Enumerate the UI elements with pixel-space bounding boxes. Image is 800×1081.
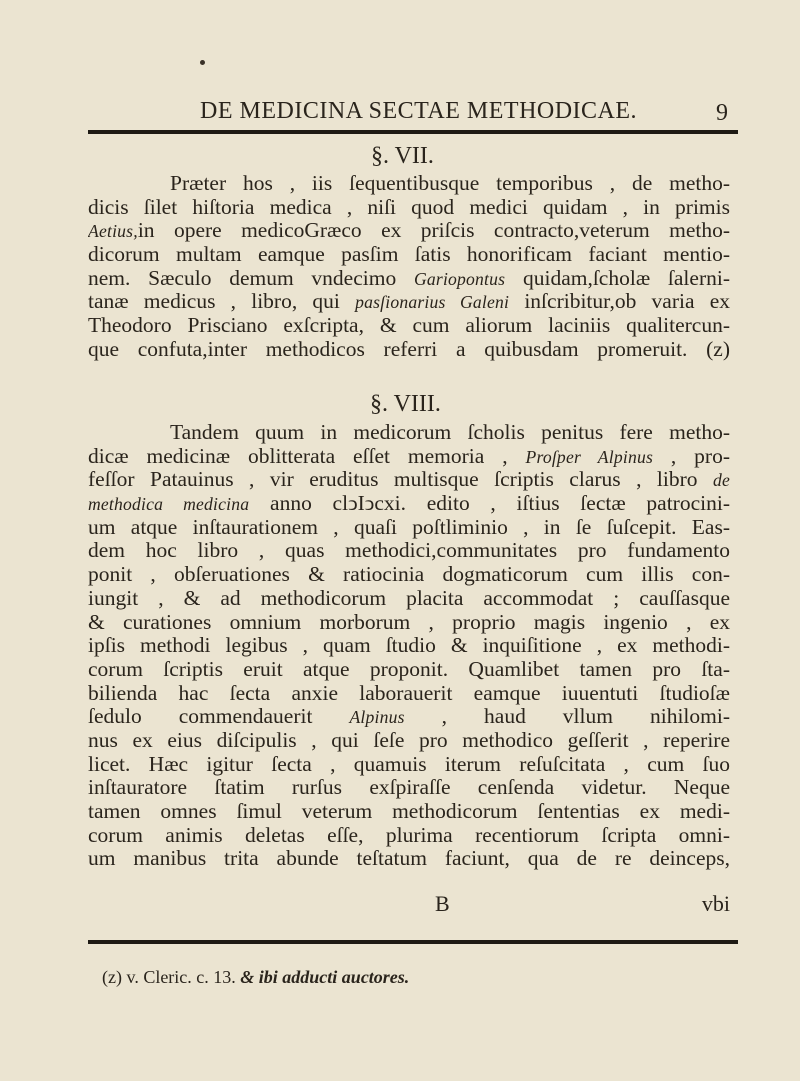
line-text: ſedulo commendauerit <box>88 705 350 729</box>
text-line <box>88 539 730 563</box>
line-text: & curationes omnium morborum , proprio magis ingenio , ex <box>88 610 730 634</box>
line-text: nem. Sæculo demum vndecimo <box>88 266 414 290</box>
text-line <box>88 563 730 587</box>
footnote <box>102 967 409 988</box>
text-line <box>88 587 730 611</box>
text-line <box>88 468 730 492</box>
text-line <box>88 824 730 848</box>
text-line <box>88 314 730 338</box>
line-text: corum ſcriptis eruit atque proponit. Quamlibet tamen pro ſta- <box>88 657 730 681</box>
section-heading-7: §. VII. <box>371 143 434 169</box>
footnote-marker: (z) <box>102 967 122 987</box>
line-text: licet. Hæc igitur ſecta , quamuis iterum reſuſcitata , cum ſuo <box>88 752 730 776</box>
italic-text: Gariopontus <box>413 268 506 289</box>
line-text: dicæ medicinæ oblitterata eſſet memoria , <box>88 444 526 468</box>
header-rule <box>88 130 738 134</box>
line-text: ponit , obſeruationes & ratiocinia dogmaticorum cum illis con- <box>88 563 730 587</box>
text-line <box>88 776 730 800</box>
line-text: ipſis methodi legibus , quam ſtudio & inquiſitione , ex methodi- <box>88 634 730 658</box>
line-text: Tandem quum in medicorum ſcholis penitus fere metho- <box>170 421 730 444</box>
line-text: Theodoro Prisciano exſcripta, & cum aliorum laciniis qualitercun- <box>88 314 730 338</box>
line-text: dicorum multam eamque pasſim ſatis honorificam faciant mentio- <box>88 243 730 267</box>
text-line <box>88 445 730 469</box>
line-text: nus ex eius diſcipulis , qui ſeſe pro methodico geſſerit , reperire <box>88 728 730 752</box>
italic-text: de <box>712 470 730 491</box>
ink-speck <box>200 60 205 65</box>
line-text: anno clↄIↄcxi. edito , iſtius ſectæ patrocini- <box>249 492 730 516</box>
catchword: vbi <box>701 891 730 916</box>
text-line <box>88 753 730 777</box>
italic-text: Proſper Alpinus <box>525 446 654 467</box>
page-number: 9 <box>716 100 728 126</box>
line-text: feſſor Patauinus , vir eruditus multisque ſcriptis clarus , libro <box>88 468 713 492</box>
line-text: um atque inſtaurationem , quaſi poſtliminio , in ſe ſuſcepit. Eas- <box>88 515 730 539</box>
text-line <box>88 847 730 871</box>
text-line <box>88 658 730 682</box>
running-title: DE MEDICINA SECTAE METHODICAE. <box>200 98 638 124</box>
footnote-italic: & ibi adducti auctores. <box>240 967 410 987</box>
text-line <box>88 611 730 635</box>
line-text: quidam,ſcholæ ſalerni- <box>505 266 730 290</box>
line-text: inſcribitur,ob varia ex <box>509 290 730 314</box>
text-line <box>88 267 730 291</box>
line-text: iungit , & ad methodicorum placita accommodat ; cauſſasque <box>88 586 730 610</box>
line-text: , pro- <box>653 444 730 468</box>
line-text: um manibus trita abunde teſtatum faciunt, qua de re deinceps, <box>88 847 730 871</box>
text-line <box>88 634 730 658</box>
text-line <box>88 729 730 753</box>
signature-mark: B <box>435 891 450 916</box>
line-text: dicis ſilet hiſtoria medica , niſi quod medici quidam , in primis <box>88 195 730 219</box>
paragraph-section-7 <box>88 172 730 362</box>
text-line <box>88 219 730 243</box>
line-text: inſtauratore ſtatim rurſus exſpiraſſe cenſenda videtur. Neque <box>88 776 730 800</box>
text-line <box>88 682 730 706</box>
italic-text: Alpinus <box>349 707 405 728</box>
text-line <box>88 492 730 516</box>
line-text: in opere medicoGræco ex priſcis contracto,veterum metho- <box>137 219 730 243</box>
line-text: dem hoc libro , quas methodici,communitates pro fundamento <box>88 539 730 563</box>
text-line <box>88 172 730 196</box>
text-line <box>88 338 730 362</box>
footnote-rule <box>88 940 738 944</box>
text-line <box>88 516 730 540</box>
italic-text: pasſionarius Galeni <box>355 292 510 313</box>
section-heading-8: §. VIII. <box>370 391 441 417</box>
italic-text: methodica medicina <box>88 494 250 515</box>
line-text: , haud vllum nihilomi- <box>404 705 730 729</box>
line-text: bilienda hac ſecta anxie laborauerit eamque iuuentuti ſtudioſæ <box>88 681 730 705</box>
text-line <box>88 800 730 824</box>
text-line <box>88 243 730 267</box>
line-text: tanæ medicus , libro, qui <box>88 290 356 314</box>
line-text: tamen omnes ſimul veterum methodicorum ſententias ex medi- <box>88 800 730 823</box>
italic-text: Aetius, <box>88 221 138 242</box>
line-text: corum animis deletas eſſe, plurima recentiorum ſcripta omni- <box>88 823 730 847</box>
text-line <box>88 705 730 729</box>
running-head <box>0 98 800 132</box>
text-line <box>88 290 730 314</box>
text-line <box>88 421 730 445</box>
text-line <box>88 196 730 220</box>
paragraph-section-8 <box>88 421 730 871</box>
line-text: que confuta,inter methodicos referri a quibusdam promeruit. (z) <box>88 337 730 361</box>
footnote-text: v. Cleric. c. 13. <box>126 967 236 987</box>
catchword-line <box>88 891 730 917</box>
line-text: Præter hos , iis ſequentibusque temporibus , de metho- <box>170 172 730 195</box>
